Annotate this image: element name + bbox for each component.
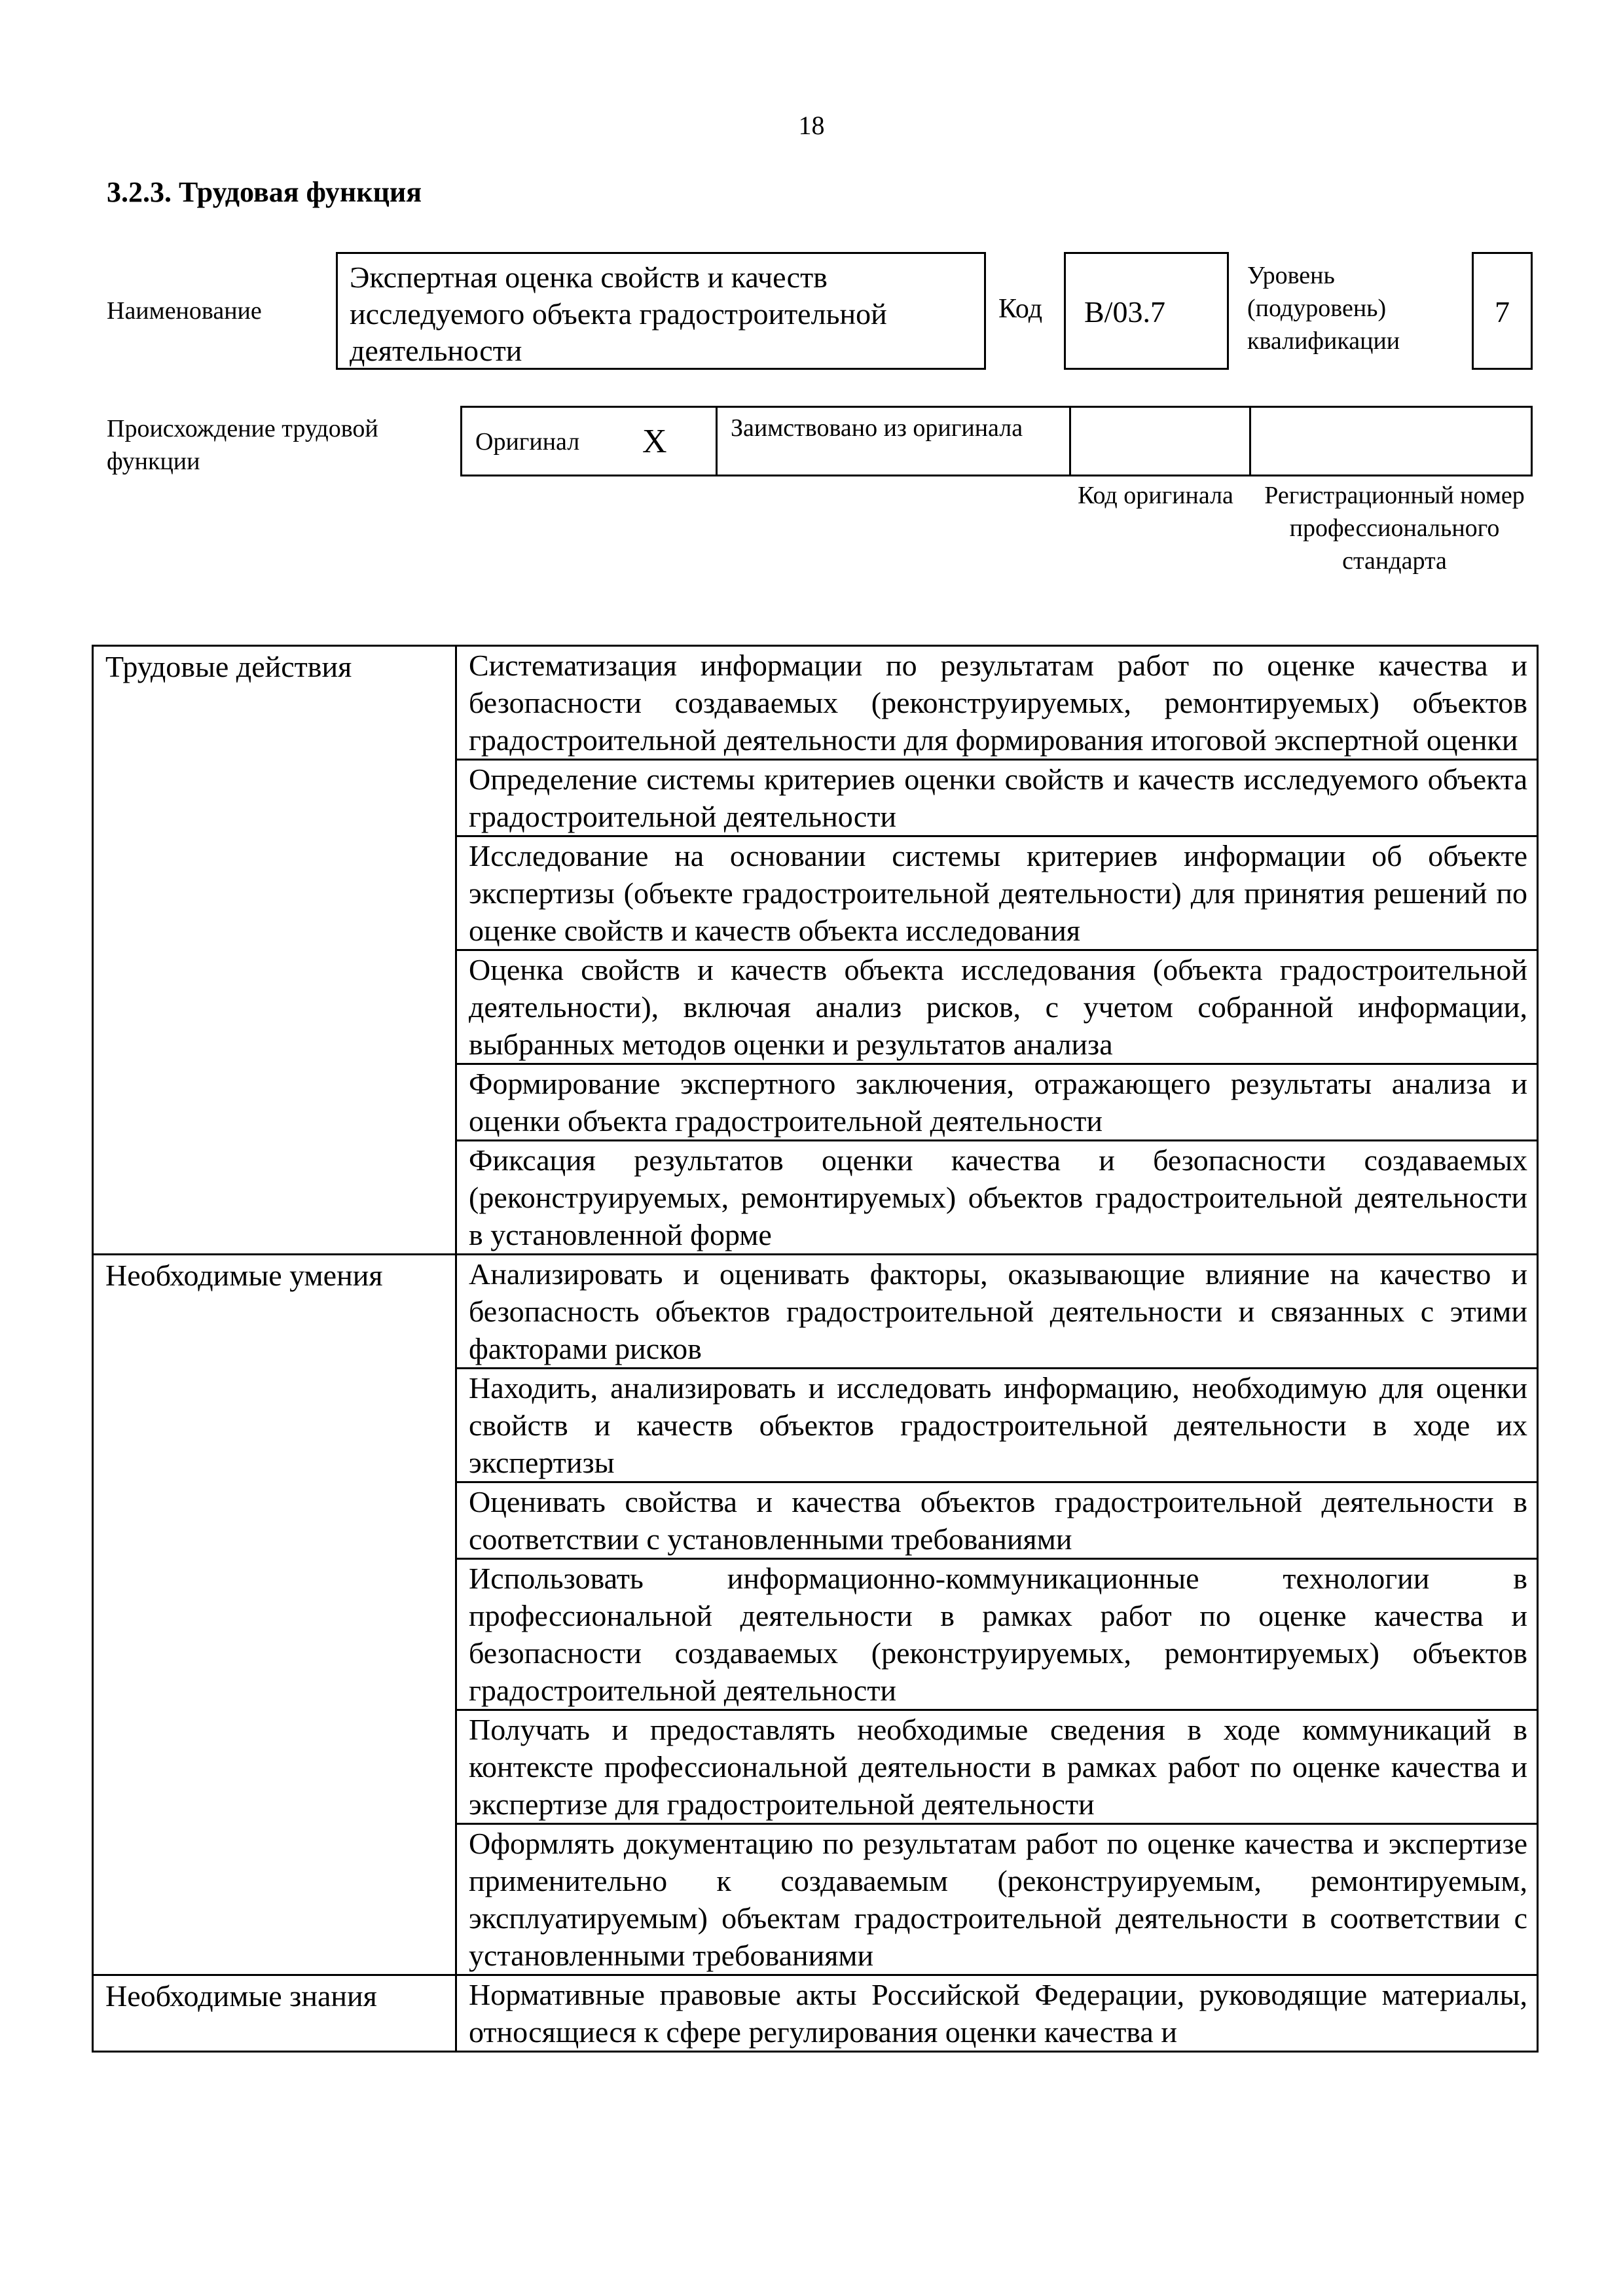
table-row: Находить, анализировать и исследовать информацию, необходимую для оценки свойств и качеств объектов градостроительной деятельности в ходе их экспертизы — [456, 1369, 1538, 1482]
level-value: 7 — [1472, 252, 1533, 370]
table-row: Формирование экспертного заключения, отражающего результаты анализа и оценки объекта градостроительной деятельности — [456, 1064, 1538, 1141]
function-table — [92, 645, 1539, 2053]
table-row: Получать и предоставлять необходимые сведения в ходе коммуникаций в контексте профессиональной деятельности в рамках работ по оценке качества и экспертизе для градостроительной деятельности — [456, 1710, 1538, 1824]
level-label: Уровень (подуровень) квалификации — [1247, 262, 1400, 355]
name-label: Наименование — [107, 297, 262, 325]
original-cell — [462, 408, 718, 475]
section-title-knowledge: Необходимые знания — [93, 1975, 456, 2052]
reg-number-label: Регистрационный номер профессионального стандарта — [1264, 482, 1525, 575]
section-title-actions: Трудовые действия — [93, 646, 456, 1255]
code-value: B/03.7 — [1064, 252, 1229, 370]
table-row: Анализировать и оценивать факторы, оказывающие влияние на качество и безопасность объектов градостроительной деятельности и связанных с этими факторами рисков — [456, 1255, 1538, 1369]
origin-row — [460, 406, 1533, 476]
origin-label: Происхождение трудовой функции — [107, 415, 378, 475]
table-row: Систематизация информации по результатам работ по оценке качества и безопасности создаваемых (реконструируемых, ремонтируемых) объектов градостроительной деятельности для формирования итоговой экспертной оценки — [456, 646, 1538, 760]
page-number: 18 — [798, 111, 825, 140]
table-row: Определение системы критериев оценки свойств и качеств исследуемого объекта градостроительной деятельности — [456, 760, 1538, 836]
table-row: Нормативные правовые акты Российской Федерации, руководящие материалы, относящиеся к сфере регулирования оценки качества и — [456, 1975, 1538, 2052]
original-mark: X — [642, 423, 667, 460]
name-value: Экспертная оценка свойств и качеств исследуемого объекта градостроительной деятельности — [336, 252, 986, 370]
table-row: Использовать информационно-коммуникационные технологии в профессиональной деятельности в рамках работ по оценке качества и безопасности создаваемых (реконструируемых, ремонтируемых) объектов градостроительной деятельности — [456, 1559, 1538, 1710]
code-original-label: Код оригинала — [1078, 482, 1233, 509]
table-row: Фиксация результатов оценки качества и безопасности создаваемых (реконструируемых, ремонтируемых) объектов градостроительной деятельности в установленной форме — [456, 1141, 1538, 1255]
code-label: Код — [998, 294, 1043, 324]
reg-number-cell — [1251, 408, 1531, 475]
original-label: Оригинал — [475, 428, 580, 456]
code-original-cell — [1071, 408, 1251, 475]
table-row: Оформлять документацию по результатам работ по оценке качества и экспертизе применительно к создаваемым (реконструируемым, ремонтируемым, эксплуатируемым) объектам градостроительной деятельности в соответствии с установленными требованиями — [456, 1824, 1538, 1975]
borrowed-label: Заимствовано из оригинала — [718, 408, 1071, 475]
section-title: 3.2.3. Трудовая функция — [107, 176, 422, 208]
section-title-skills: Необходимые умения — [93, 1255, 456, 1975]
table-row: Исследование на основании системы критериев информации об объекте экспертизы (объекте градостроительной деятельности) для принятия решений по оценке свойств и качеств объекта исследования — [456, 836, 1538, 950]
table-row: Оценка свойств и качеств объекта исследования (объекта градостроительной деятельности), включая анализ рисков, с учетом собранной информации, выбранных методов оценки и результатов анализа — [456, 950, 1538, 1064]
table-row: Оценивать свойства и качества объектов градостроительной деятельности в соответствии с установленными требованиями — [456, 1482, 1538, 1559]
